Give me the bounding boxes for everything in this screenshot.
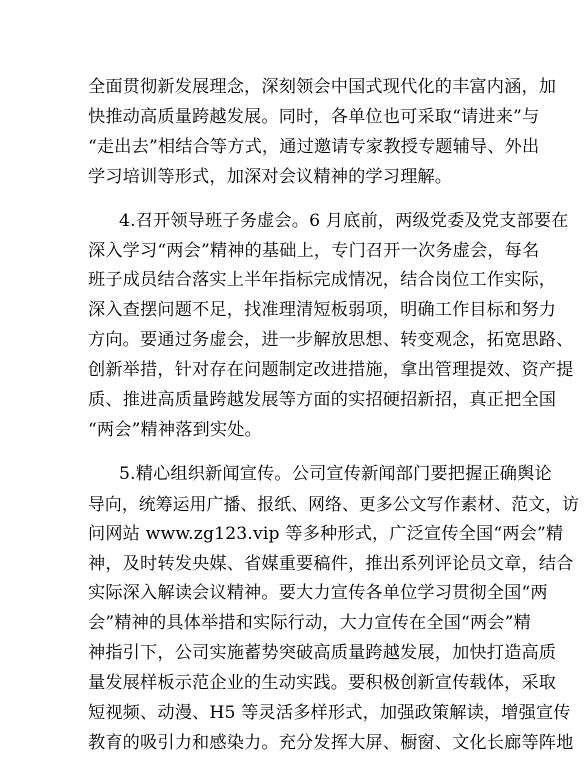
paragraph-line: 问网站 www.zg123.vip 等多种形式，广泛宣传全国“两会”精 — [88, 523, 564, 544]
paragraph-line: 5.精心组织新闻宣传。公司宣传新闻部门要把握正确舆论 — [119, 463, 552, 484]
paragraph-line: 实际深入解读会议精神。要大力宣传各单位学习贯彻全国“两 — [88, 583, 548, 604]
paragraph-line: 短视频、动漫、H5 等灵活多样形式，加强政策解读，增强宣传 — [88, 703, 571, 724]
paragraph-line: 导向，统筹运用广播、报纸、网络、更多公文写作素材、范文，访 — [88, 493, 580, 514]
paragraph-line: 学习培训等形式，加深对会议精神的学习理解。 — [88, 166, 453, 187]
paragraph-line: 会”精神的具体举措和实际行动，大力宣传在全国“两会”精 — [88, 613, 531, 634]
paragraph-line: 创新举措，针对存在问题制定改进措施，拿出管理提效、资产提 — [88, 360, 574, 381]
paragraph-line: 神指引下，公司实施蓄势突破高质量跨越发展，加快打造高质 — [88, 643, 557, 664]
paragraph-line: 教育的吸引力和感染力。充分发挥大屏、橱窗、文化长廊等阵地 — [88, 733, 574, 753]
paragraph-line: 快推动高质量跨越发展。同时，各单位也可采取“请进来”与 — [88, 106, 540, 127]
paragraph-line: 量发展样板示范企业的生动实践。要积极创新宣传载体，采取 — [88, 673, 557, 694]
paragraph-line: 4.召开领导班子务虚会。6 月底前，两级党委及党支部要在 — [119, 210, 569, 231]
paragraph-line: “两会”精神落到实处。 — [88, 419, 262, 440]
paragraph-line: 方向。要通过务虚会，进一步解放思想、转变观念，拓宽思路、 — [88, 330, 574, 351]
paragraph-line: “走出去”相结合等方式，通过邀请专家教授专题辅导、外出 — [88, 136, 540, 157]
paragraph-line: 质、推进高质量跨越发展等方面的实招硬招新招，真正把全国 — [88, 390, 557, 411]
paragraph-line: 深入查摆问题不足，找准理清短板弱项，明确工作目标和努力 — [88, 300, 557, 321]
paragraph-line: 深入学习“两会”精神的基础上，专门召开一次务虚会，每名 — [88, 240, 540, 261]
paragraph-line: 班子成员结合落实上半年指标完成情况，结合岗位工作实际， — [88, 270, 557, 291]
paragraph-line: 全面贯彻新发展理念，深刻领会中国式现代化的丰富内涵，加 — [88, 77, 557, 97]
paragraph-line: 神，及时转发央媒、省媒重要稿件，推出系列评论员文章，结合 — [88, 553, 574, 574]
